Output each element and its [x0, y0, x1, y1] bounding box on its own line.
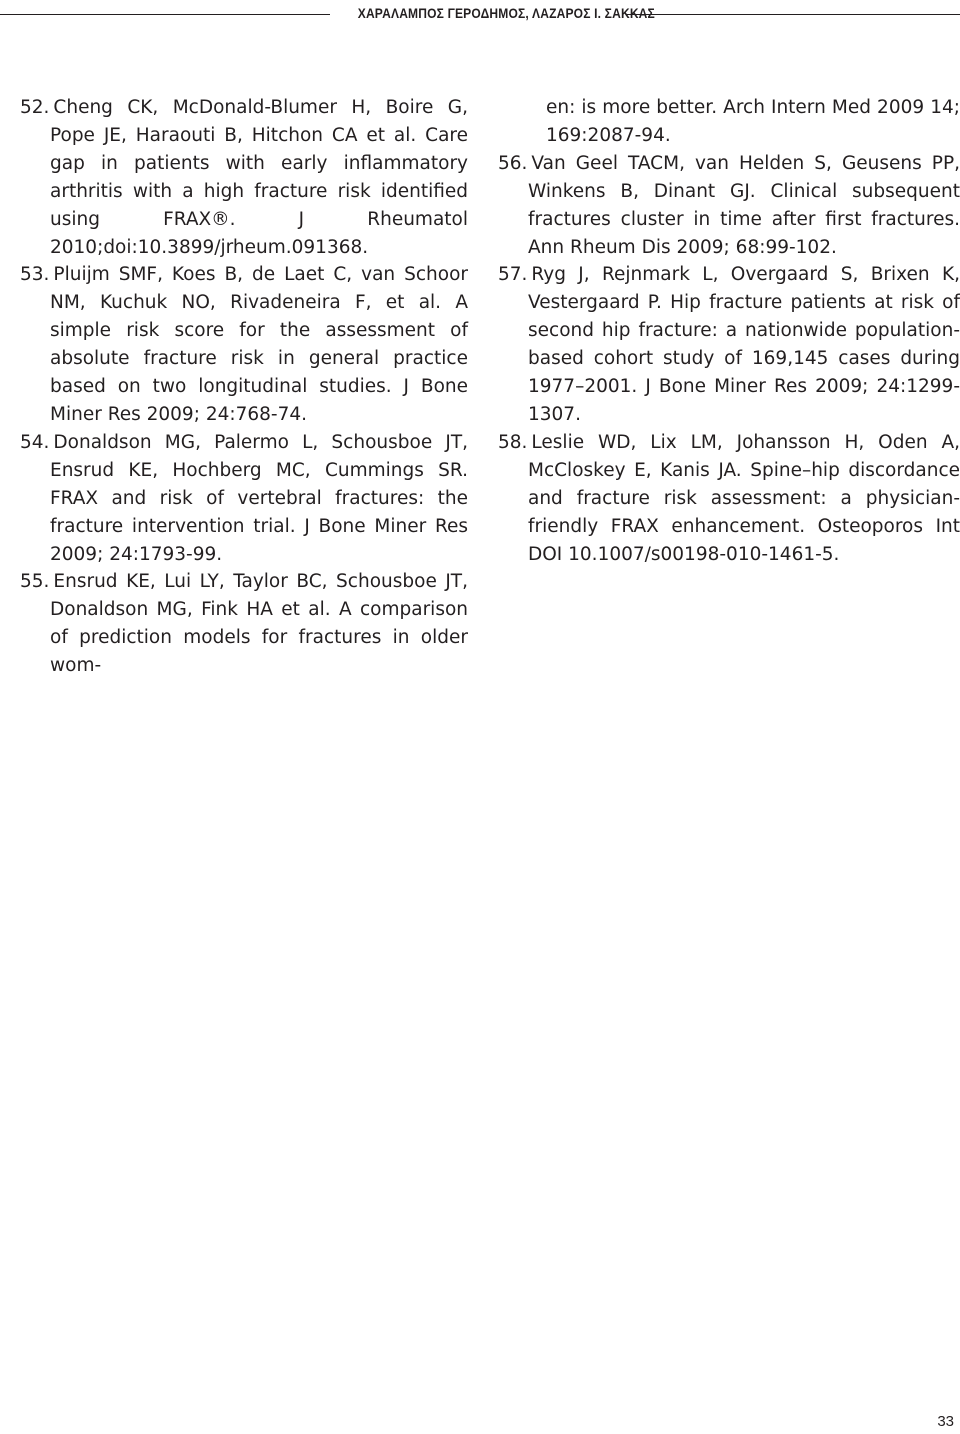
reference-text: Leslie WD, Lix LM, Johansson H, Oden A, McCloskey E, Kanis JA. Spine–hip discordance and fracture risk assessment: a physician-friendly FRAX enhancement. Osteoporos Int DOI 10.1007/s00198-010-1461-5.	[528, 431, 960, 565]
reference-text: Ryg J, Rejnmark L, Overgaard S, Brixen K, Vestergaard P. Hip fracture patients at risk of second hip fracture: a nationwide population-based cohort study of 169,145 cases during 1977–2001. J Bone Miner Res 2009; 24:1299-1307.	[528, 264, 960, 425]
reference-text: Ensrud KE, Lui LY, Taylor BC, Schousboe JT, Donaldson MG, Fink HA et al. A comparison of prediction models for fractures in older wom-	[50, 571, 468, 677]
page-number: 33	[937, 1413, 954, 1430]
header-authors: ΧΑΡΑΛΑΜΠΟΣ ΓΕΡΟΔΗΜΟΣ, ΛΑΖΑΡΟΣ Ι. ΣΑΚΚΑΣ	[357, 5, 655, 21]
references-column-left	[20, 94, 468, 680]
reference-58	[498, 429, 960, 569]
reference-55	[20, 568, 468, 680]
reference-number: 57.	[498, 264, 528, 286]
reference-number: 52.	[20, 97, 50, 118]
header-rule-left	[0, 14, 330, 15]
references-column-right	[498, 94, 960, 568]
reference-text: Cheng CK, McDonald-Blumer H, Boire G, Pope JE, Haraouti B, Hitchon CA et al. Care gap in patients with early inflammatory arthritis with a high fracture risk identified using FRAX®. J Rheumatol 2010;doi:10.3899/jrheum.091368.	[50, 97, 468, 258]
reference-text: Van Geel TACM, van Helden S, Geusens PP, Winkens B, Dinant GJ. Clinical subsequent fractures cluster in time after first fractures. Ann Rheum Dis 2009; 68:99-102.	[528, 152, 960, 258]
header-rule-right	[626, 14, 960, 15]
reference-53	[20, 261, 468, 428]
reference-57	[498, 261, 960, 428]
reference-number: 53.	[20, 264, 50, 286]
reference-number: 56.	[498, 152, 528, 174]
reference-number: 55.	[20, 571, 50, 593]
reference-55-continuation: en: is more better. Arch Intern Med 2009 14; 169:2087-94.	[546, 97, 960, 146]
reference-56	[498, 150, 960, 262]
running-header	[0, 0, 960, 30]
reference-52	[20, 94, 468, 261]
reference-number: 58.	[498, 431, 528, 453]
reference-text: Donaldson MG, Palermo L, Schousboe JT, Ensrud KE, Hochberg MC, Cummings SR. FRAX and risk of vertebral fractures: the fracture intervention trial. J Bone Miner Res 2009; 24:1793-99.	[50, 431, 468, 565]
reference-54	[20, 429, 468, 569]
reference-number: 54.	[20, 431, 50, 453]
reference-text: Pluijm SMF, Koes B, de Laet C, van Schoor NM, Kuchuk NO, Rivadeneira F, et al. A simple risk score for the assessment of absolute fracture risk in general practice based on two longitudinal studies. J Bone Miner Res 2009; 24:768-74.	[50, 264, 468, 425]
